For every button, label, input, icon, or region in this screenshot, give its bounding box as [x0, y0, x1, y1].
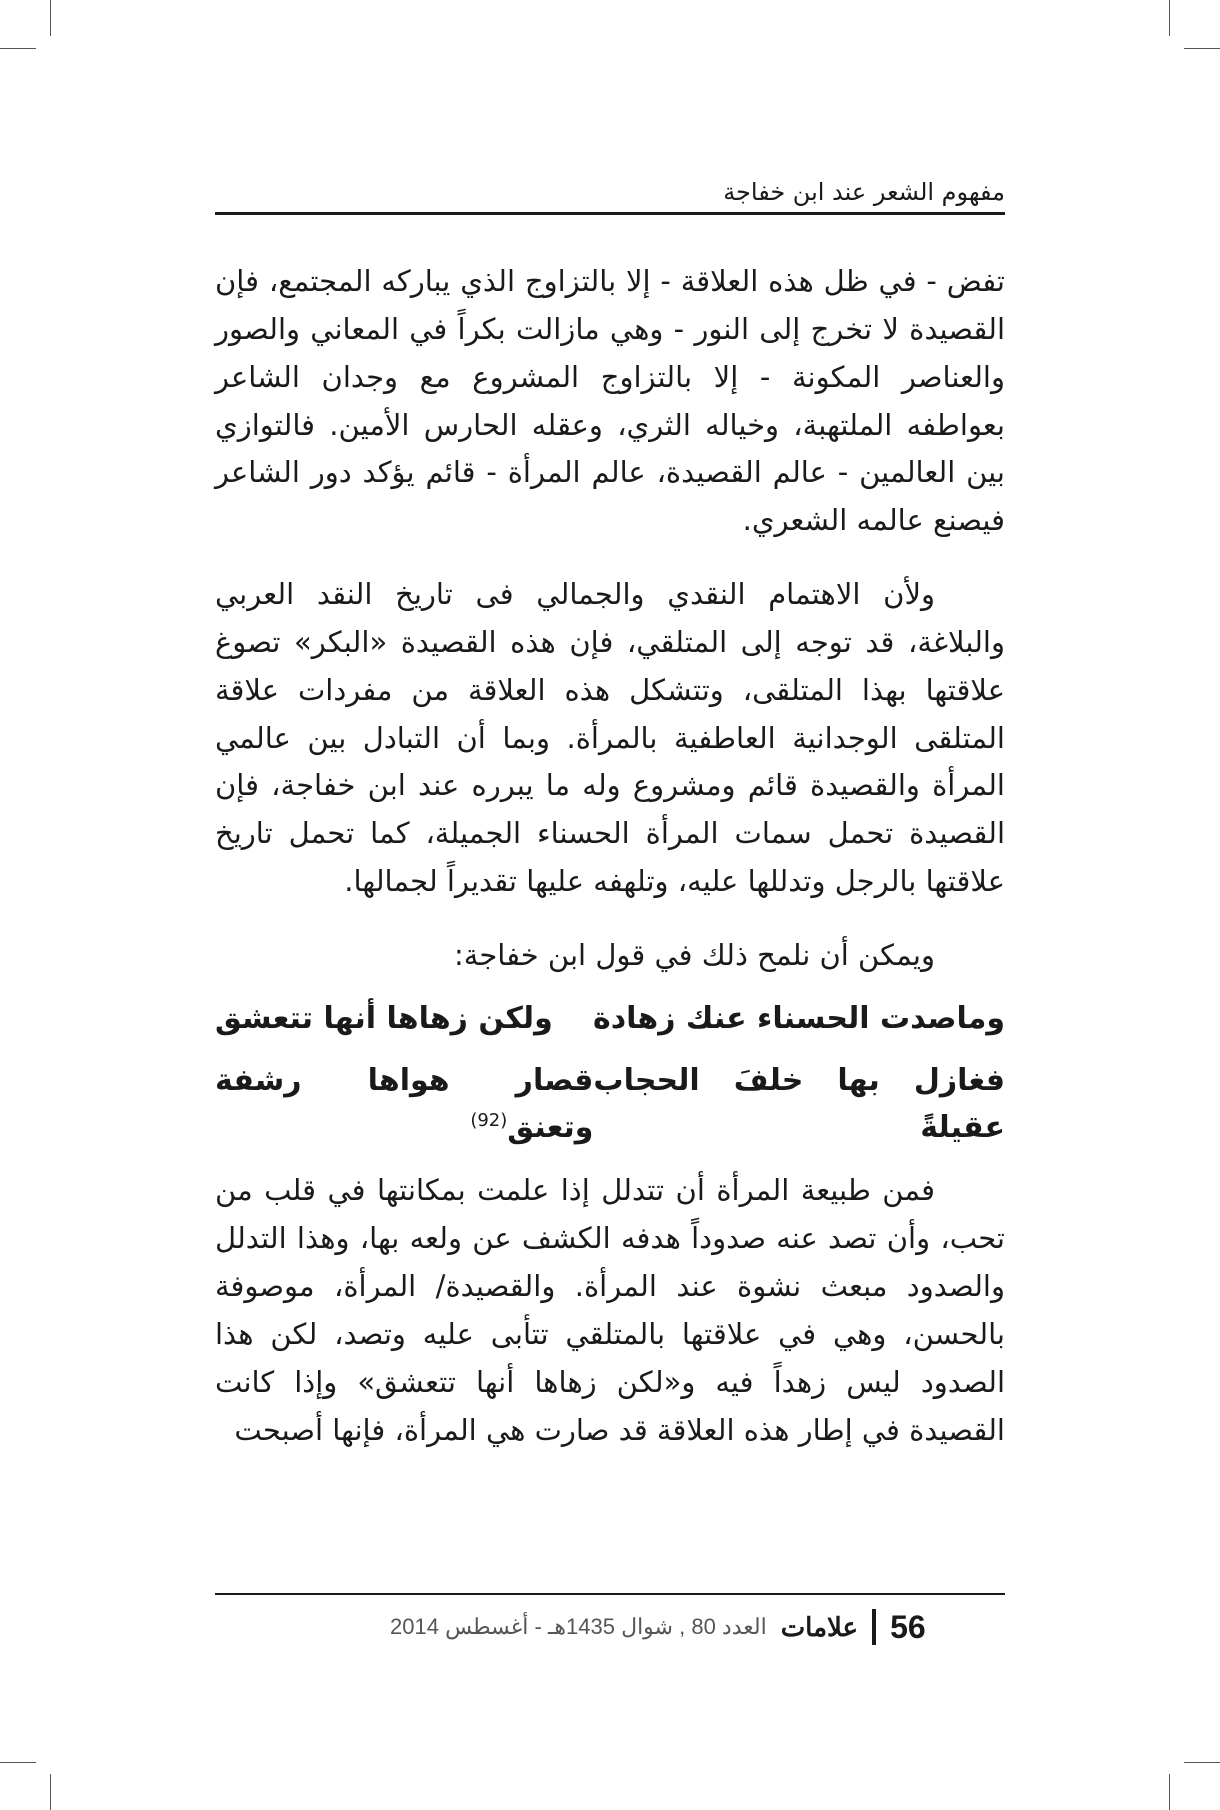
paragraph-2: ولأن الاهتمام النقدي والجمالي فى تاريخ النقد العربي والبلاغة، قد توجه إلى المتلقي، فإن هذه القصيدة «البكر» تصوغ علاقتها بهذا المتلقى، وتتشكل هذه العلاقة من مفردات علاقة المتلقى الوجدانية العاطفية بالمرأة. وبما أن التبادل بين عالمي المرأة والقصيدة قائم ومشروع وله ما يبرره عند ابن خفاجة، فإن القصيدة تحمل سمات المرأة الحسناء الجميلة، كما تحمل تاريخ علاقتها بالرجل وتدللها عليه، وتلهفه عليها تقديراً لجمالها. [215, 577, 1005, 899]
crop-mark [50, 1774, 51, 1810]
verse-2-second-text: قصار هواها رشفة وتعنق [215, 1063, 594, 1145]
verse-1-second-hemistich: ولكن زهاها أنها تتعشق [215, 1000, 553, 1036]
poem-intro: ويمكن أن نلمح ذلك في قول ابن خفاجة: [454, 937, 935, 972]
verse-1-first-hemistich: وماصدت الحسناء عنك زهادة [593, 1000, 1005, 1036]
issue-info: العدد 80 , شوال 1435هـ - أغسطس 2014 [390, 1614, 767, 1639]
footnote-reference: (92) [470, 1109, 508, 1131]
verse-2-second-hemistich [215, 1058, 593, 1151]
crop-mark [0, 48, 36, 49]
running-header: مفهوم الشعر عند ابن خفاجة [723, 178, 1005, 206]
header-rule [215, 212, 1005, 215]
paragraph-1: تفض - في ظل هذه العلاقة - إلا بالتزاوج الذي يباركه المجتمع، فإن القصيدة لا تخرج إلى النور - وهي مازالت بكراً في المعاني والصور والعناصر المكونة - إلا بالتزاوج المشروع مع وجدان الشاعر بعواطفه الملتهبة، وخياله الثري، وعقله الحارس الأمين. فالتوازي بين العالمين - عالم القصيدة، عالم المرأة - قائم يؤكد دور الشاعر فيصنع عالمه الشعري. [215, 264, 1005, 538]
crop-mark [1184, 48, 1220, 49]
footer-rule [215, 1593, 1005, 1595]
crop-mark [1169, 1774, 1170, 1810]
journal-brand: علامات [780, 1611, 859, 1642]
article-body [215, 258, 1005, 1480]
verse-2-first-hemistich: فغازل بها خلفَ الحجاب عقيلةً [593, 1063, 1005, 1145]
crop-mark [0, 1762, 36, 1763]
footer-divider [872, 1609, 876, 1645]
crop-mark [1184, 1762, 1220, 1763]
paragraph-4: فمن طبيعة المرأة أن تتدلل إذا علمت بمكانتها في قلب من تحب، وأن تصد عنه صدوداً هدفه الكشف عن ولعه بها، وهذا التدلل والصدود مبعث نشوة عند المرأة. والقصيدة/ المرأة، موصوفة بالحسن، وهي في علاقتها بالمتلقي تتأبى عليه وتصد، لكن هذا الصدود ليس زهداً فيه و«لكن زهاها أنها تتعشق» وإذا كانت القصيدة في إطار هذه العلاقة قد صارت هي المرأة، فإنها أصبحت [215, 1173, 1005, 1447]
poem-verse-1 [215, 996, 1005, 1043]
crop-mark [50, 0, 51, 36]
poem-verse-2 [215, 1058, 1005, 1151]
crop-mark [1169, 0, 1170, 36]
page-footer [390, 1605, 926, 1649]
page-number: 56 [890, 1608, 926, 1645]
